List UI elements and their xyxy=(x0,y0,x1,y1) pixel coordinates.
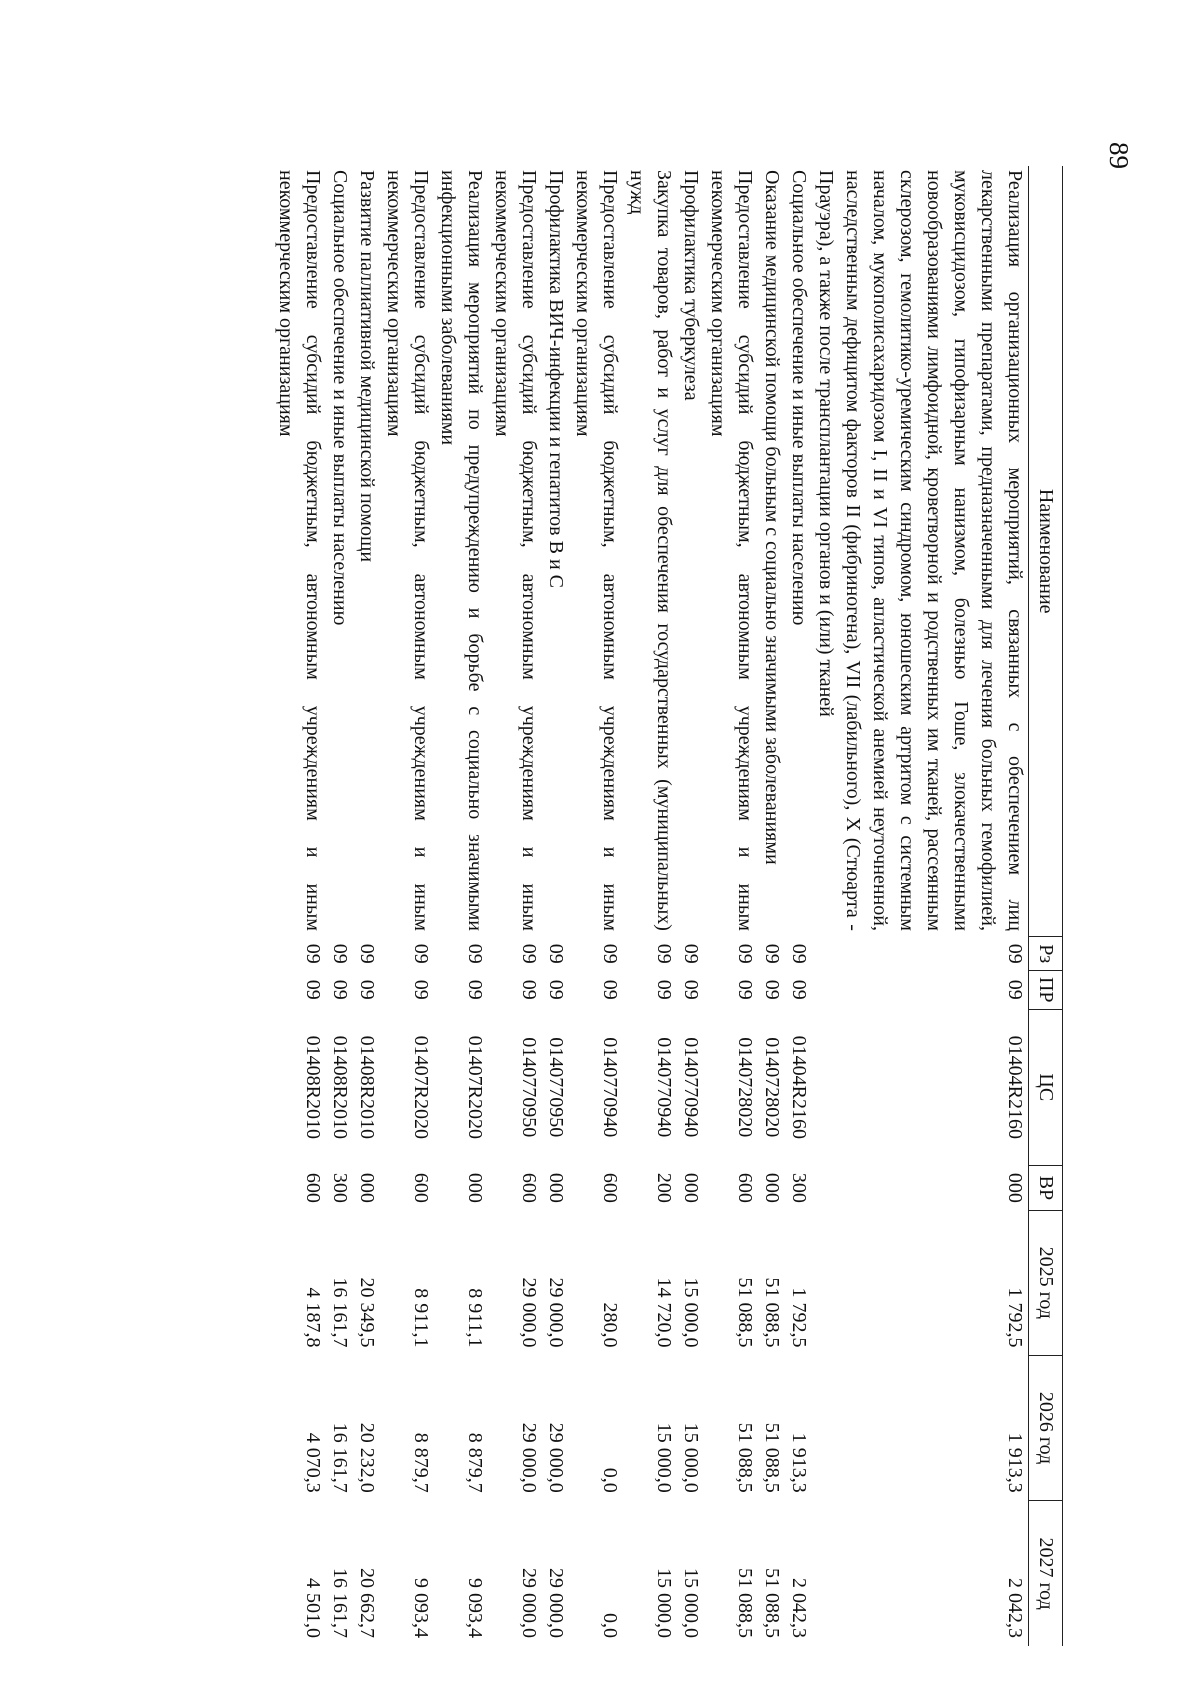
budget-table xyxy=(272,166,1063,1646)
row-pr: 09 xyxy=(464,979,486,1000)
table-row xyxy=(677,166,704,1646)
table-row xyxy=(542,166,569,1646)
row-rz: 09 xyxy=(464,943,486,964)
row-value-2027: 20 662,7 xyxy=(356,1568,378,1638)
row-cs: 01408R2010 xyxy=(356,1035,378,1139)
row-value-2027: 4 501,0 xyxy=(302,1578,324,1638)
row-value-2025: 8 911,1 xyxy=(410,1288,432,1348)
row-cs: 01404R2160 xyxy=(1004,1035,1026,1139)
row-pr: 09 xyxy=(356,979,378,1000)
row-value-2026: 29 000,0 xyxy=(518,1422,540,1493)
table-row xyxy=(380,166,434,1646)
row-value-2026: 20 232,0 xyxy=(356,1422,378,1493)
row-pr: 09 xyxy=(302,979,324,1000)
row-cs: 0140770950 xyxy=(518,1037,540,1138)
header-name: Наименование xyxy=(1029,166,1063,937)
row-value-2027: 51 088,5 xyxy=(734,1568,756,1638)
row-value-2027: 16 161,7 xyxy=(329,1568,351,1638)
budget-table-sheet xyxy=(207,166,1063,1646)
row-name: Оказание медицинской помощи больным с социально значимыми заболеваниями xyxy=(761,170,783,865)
row-value-2025: 20 349,5 xyxy=(356,1277,378,1348)
row-name: Предоставление субсидий бюджетным, автономным учреждениям и иным некоммерческим организациям xyxy=(491,170,540,931)
row-value-2026: 1 913,3 xyxy=(788,1432,810,1493)
row-rz: 09 xyxy=(1004,943,1026,964)
row-cs: 01407R2020 xyxy=(464,1035,486,1139)
row-vr: 000 xyxy=(464,1172,486,1203)
row-value-2027: 9 093,4 xyxy=(410,1578,432,1638)
table-body xyxy=(272,166,1029,1646)
row-value-2026: 8 879,7 xyxy=(410,1432,432,1493)
row-rz: 09 xyxy=(545,943,567,964)
row-value-2025: 4 187,8 xyxy=(302,1287,324,1348)
row-pr: 09 xyxy=(653,979,675,1000)
row-value-2025: 16 161,7 xyxy=(329,1277,351,1348)
table-header-row xyxy=(1029,166,1063,1646)
row-rz: 09 xyxy=(734,943,756,964)
row-value-2026: 16 161,7 xyxy=(329,1422,351,1493)
table-row xyxy=(272,166,326,1646)
row-value-2026: 51 088,5 xyxy=(734,1422,756,1493)
row-cs: 0140770940 xyxy=(680,1037,702,1138)
row-cs: 01407R2020 xyxy=(410,1035,432,1139)
table-row xyxy=(812,166,1029,1646)
row-cs: 01408R2010 xyxy=(302,1035,324,1139)
row-pr: 09 xyxy=(1004,979,1026,1000)
row-value-2025: 280,0 xyxy=(599,1302,621,1348)
row-vr: 000 xyxy=(761,1172,783,1203)
row-rz: 09 xyxy=(518,943,540,964)
row-cs: 01404R2160 xyxy=(788,1035,810,1139)
row-value-2025: 15 000,0 xyxy=(680,1277,702,1348)
row-value-2026: 8 879,7 xyxy=(464,1432,486,1493)
page-number: 89 xyxy=(1104,142,1134,169)
row-rz: 09 xyxy=(329,943,351,964)
table-row xyxy=(326,166,353,1646)
row-name: Реализация организационных мероприятий, связанных с обеспечением лиц лекарственными препаратами, предназначенными для лечения больных гемофилией, муковисцидозом, гипофизарным нанизмом, болезнью Гоше, злокачественными новообразованиями лимфоидной, кроветворной и родственных им тканей, рассеянным склерозом, гемолитико-уремическим синдромом, юношеским артритом с системным началом, мукополисахаридозом I, II и VI типов, апластической анемией неуточненной, наследственным дефицитом факторов II (фибриногена), VII (лабильного), X (Стюарта - Прауэра), а также после трансплантации органов и (или) тканей xyxy=(815,170,1026,931)
row-name: Профилактика туберкулеза xyxy=(680,170,702,401)
row-vr: 600 xyxy=(410,1172,432,1203)
row-value-2025: 51 088,5 xyxy=(734,1277,756,1348)
row-value-2027: 29 000,0 xyxy=(518,1568,540,1638)
row-vr: 600 xyxy=(734,1172,756,1203)
row-value-2027: 51 088,5 xyxy=(761,1568,783,1638)
row-vr: 300 xyxy=(329,1172,351,1203)
row-value-2025: 14 720,0 xyxy=(653,1277,675,1348)
header-vr: ВР xyxy=(1029,1166,1063,1211)
row-name: Предоставление субсидий бюджетным, автономным учреждениям и иным некоммерческим организациям xyxy=(707,170,756,931)
row-rz: 09 xyxy=(788,943,810,964)
row-rz: 09 xyxy=(653,943,675,964)
header-pr: ПР xyxy=(1029,970,1063,1009)
row-value-2025: 1 792,5 xyxy=(788,1287,810,1348)
row-name: Закупка товаров, работ и услуг для обеспечения государственных (муниципальных) нужд xyxy=(626,170,675,931)
row-value-2027: 15 000,0 xyxy=(680,1568,702,1638)
row-pr: 09 xyxy=(761,979,783,1000)
row-vr: 600 xyxy=(599,1172,621,1203)
row-pr: 09 xyxy=(788,979,810,1000)
row-rz: 09 xyxy=(410,943,432,964)
row-vr: 300 xyxy=(788,1172,810,1203)
row-pr: 09 xyxy=(410,979,432,1000)
row-pr: 09 xyxy=(518,979,540,1000)
row-rz: 09 xyxy=(302,943,324,964)
row-vr: 000 xyxy=(1004,1172,1026,1203)
row-name: Социальное обеспечение и иные выплаты населению xyxy=(329,170,351,626)
row-name: Реализация мероприятий по предупреждению и борьбе с социально значимыми инфекционными заболеваниями xyxy=(437,170,486,931)
row-name: Предоставление субсидий бюджетным, автономным учреждениям и иным некоммерческим организациям xyxy=(572,170,621,931)
header-2027: 2027 год xyxy=(1029,1501,1063,1646)
table-row xyxy=(434,166,488,1646)
row-vr: 000 xyxy=(356,1172,378,1203)
row-pr: 09 xyxy=(734,979,756,1000)
row-pr: 09 xyxy=(329,979,351,1000)
row-value-2026: 29 000,0 xyxy=(545,1422,567,1493)
header-rz: Рз xyxy=(1029,937,1063,971)
table-row xyxy=(488,166,542,1646)
row-cs: 0140770950 xyxy=(545,1037,567,1138)
table-row xyxy=(758,166,785,1646)
row-rz: 09 xyxy=(761,943,783,964)
row-value-2025: 51 088,5 xyxy=(761,1277,783,1348)
table-row xyxy=(704,166,758,1646)
row-vr: 000 xyxy=(680,1172,702,1203)
row-rz: 09 xyxy=(599,943,621,964)
row-value-2027: 15 000,0 xyxy=(653,1568,675,1638)
table-row xyxy=(569,166,623,1646)
row-rz: 09 xyxy=(680,943,702,964)
row-value-2026: 4 070,3 xyxy=(302,1432,324,1493)
row-cs: 0140770940 xyxy=(653,1037,675,1138)
table-row xyxy=(623,166,677,1646)
row-pr: 09 xyxy=(680,979,702,1000)
row-value-2026: 1 913,3 xyxy=(1004,1432,1026,1493)
table-row xyxy=(353,166,380,1646)
row-value-2027: 2 042,3 xyxy=(1004,1578,1026,1638)
row-name: Развитие паллиативной медицинской помощи xyxy=(356,170,378,563)
row-value-2025: 8 911,1 xyxy=(464,1288,486,1348)
row-value-2025: 29 000,0 xyxy=(518,1277,540,1348)
row-value-2026: 15 000,0 xyxy=(680,1422,702,1493)
header-cs: ЦС xyxy=(1029,1009,1063,1165)
row-value-2027: 29 000,0 xyxy=(545,1568,567,1638)
row-pr: 09 xyxy=(599,979,621,1000)
row-cs: 0140728020 xyxy=(761,1037,783,1138)
row-vr: 600 xyxy=(302,1172,324,1203)
row-name: Предоставление субсидий бюджетным, автономным учреждениям и иным некоммерческим организациям xyxy=(275,170,324,931)
row-value-2027: 9 093,4 xyxy=(464,1578,486,1638)
row-value-2026: 0,0 xyxy=(599,1467,621,1493)
row-pr: 09 xyxy=(545,979,567,1000)
row-name: Социальное обеспечение и иные выплаты населению xyxy=(788,170,810,626)
row-value-2026: 51 088,5 xyxy=(761,1422,783,1493)
row-value-2026: 15 000,0 xyxy=(653,1422,675,1493)
row-value-2027: 0,0 xyxy=(599,1613,621,1638)
header-2025: 2025 год xyxy=(1029,1210,1063,1355)
row-cs: 0140728020 xyxy=(734,1037,756,1138)
row-value-2027: 2 042,3 xyxy=(788,1578,810,1638)
row-name: Предоставление субсидий бюджетным, автономным учреждениям и иным некоммерческим организациям xyxy=(383,170,432,931)
row-cs: 0140770940 xyxy=(599,1037,621,1138)
row-vr: 200 xyxy=(653,1172,675,1203)
row-name: Профилактика ВИЧ-инфекции и гепатитов В и С xyxy=(545,170,567,588)
row-cs: 01408R2010 xyxy=(329,1035,351,1139)
row-rz: 09 xyxy=(356,943,378,964)
row-value-2025: 1 792,5 xyxy=(1004,1287,1026,1348)
row-vr: 600 xyxy=(518,1172,540,1203)
header-2026: 2026 год xyxy=(1029,1355,1063,1500)
table-row xyxy=(785,166,812,1646)
row-vr: 000 xyxy=(545,1172,567,1203)
row-value-2025: 29 000,0 xyxy=(545,1277,567,1348)
